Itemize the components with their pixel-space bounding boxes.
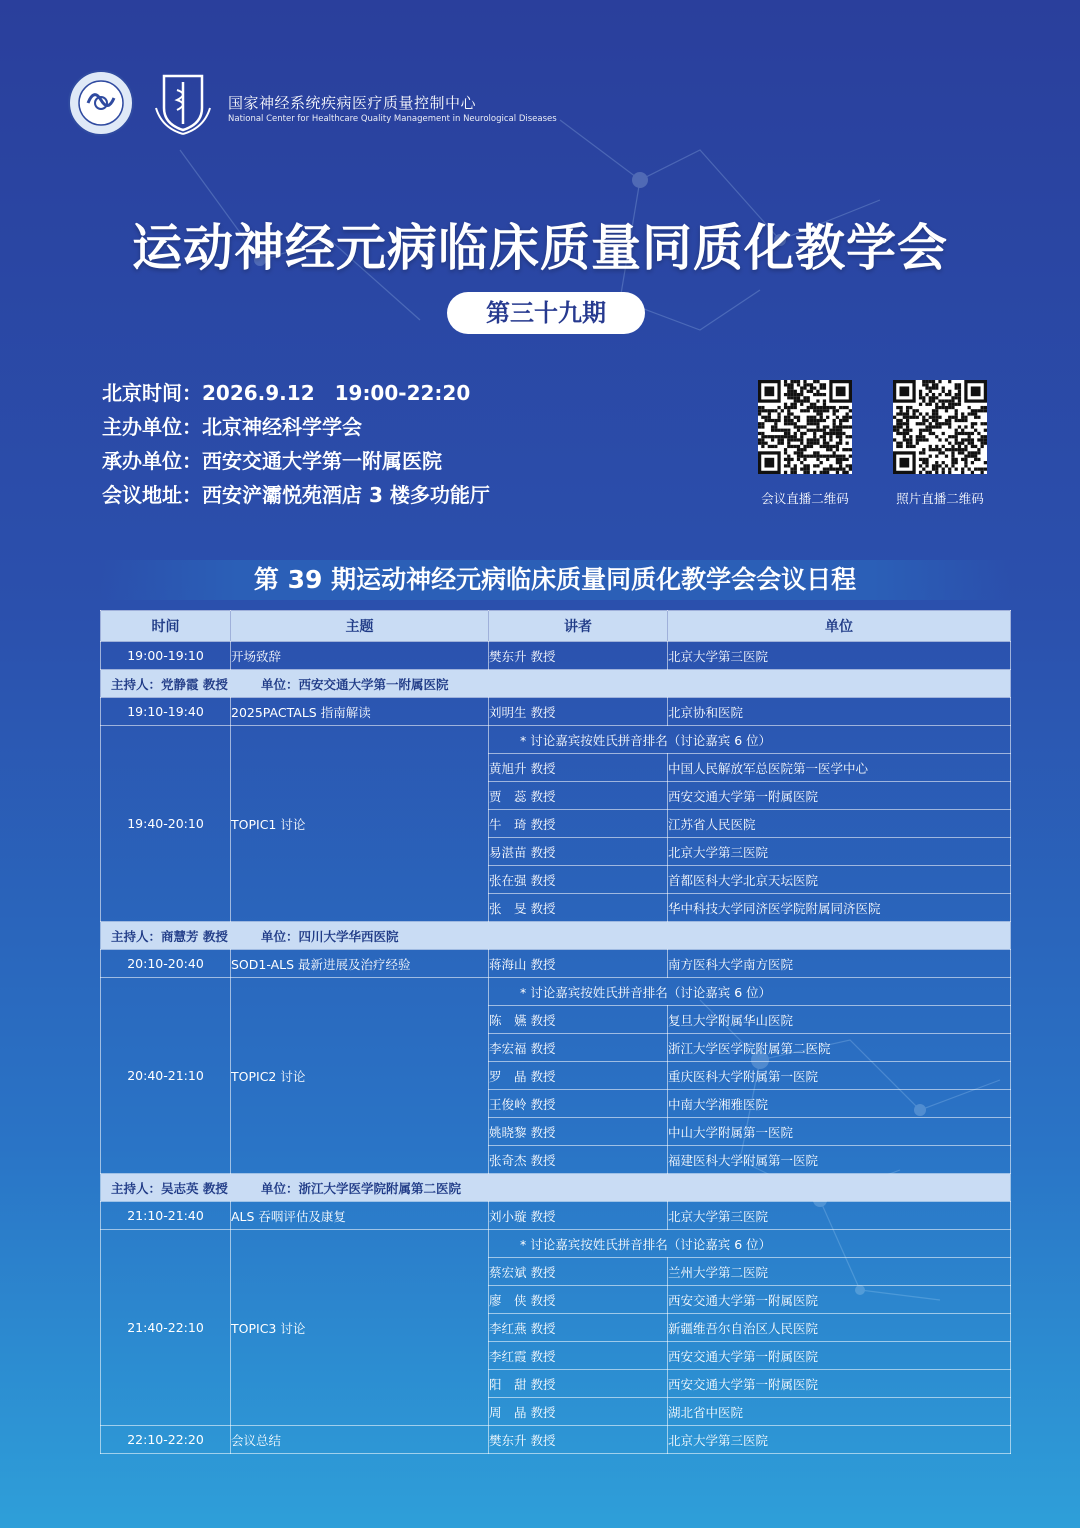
- national-center-logo: [148, 68, 218, 138]
- cell-speaker: 牛 琦 教授: [489, 810, 668, 838]
- table-row: [101, 950, 1011, 978]
- cell-unit: 复旦大学附属华山医院: [668, 1006, 1011, 1034]
- cell-unit: 西安交通大学第一附属医院: [668, 1342, 1011, 1370]
- table-row: [101, 726, 1011, 754]
- cell-time: 21:10-21:40: [101, 1202, 231, 1230]
- host-cell: [101, 670, 1011, 698]
- table-row: [101, 1230, 1011, 1258]
- table-header-row: [101, 611, 1011, 642]
- qr-caption-photo: 照片直播二维码: [896, 491, 984, 506]
- info-row-host: [102, 410, 490, 444]
- cell-unit: 福建医科大学附属第一医院: [668, 1146, 1011, 1174]
- host-name: 主持人：党静霞 教授: [111, 676, 228, 692]
- cell-speaker: 贾 蕊 教授: [489, 782, 668, 810]
- cell-unit: 浙江大学医学院附属第二医院: [668, 1034, 1011, 1062]
- cell-speaker: 易湛苗 教授: [489, 838, 668, 866]
- event-info: [102, 376, 490, 512]
- cell-unit: 北京协和医院: [668, 698, 1011, 726]
- cell-speaker: 姚晓黎 教授: [489, 1118, 668, 1146]
- cell-speaker: 罗 晶 教授: [489, 1062, 668, 1090]
- cell-speaker: 刘小璇 教授: [489, 1202, 668, 1230]
- cell-note: * 讨论嘉宾按姓氏拼音排名（讨论嘉宾 6 位）: [489, 1230, 1011, 1258]
- cell-speaker: 樊东升 教授: [489, 642, 668, 670]
- cell-topic: TOPIC1 讨论: [231, 726, 489, 922]
- cell-time: 19:10-19:40: [101, 698, 231, 726]
- info-row-organizer: [102, 444, 490, 478]
- cell-topic: TOPIC3 讨论: [231, 1230, 489, 1426]
- cell-speaker: 陈 嬿 教授: [489, 1006, 668, 1034]
- cell-speaker: 李红霞 教授: [489, 1342, 668, 1370]
- host-name: 主持人：吴志英 教授: [111, 1180, 228, 1196]
- info-label: 北京时间：: [102, 381, 202, 405]
- cell-time: 22:10-22:20: [101, 1426, 231, 1454]
- cell-speaker: 张 旻 教授: [489, 894, 668, 922]
- table-row: [101, 1202, 1011, 1230]
- host-name: 主持人：商慧芳 教授: [111, 928, 228, 944]
- host-unit: 单位：浙江大学医学院附属第二医院: [261, 1180, 462, 1196]
- host-row: [101, 922, 1011, 950]
- cell-unit: 南方医科大学南方医院: [668, 950, 1011, 978]
- cell-time: 20:40-21:10: [101, 978, 231, 1174]
- org-name-en: National Center for Healthcare Quality Management in Neurological Diseases: [228, 114, 557, 124]
- info-value: 2026.9.12 19:00-22:20: [202, 381, 471, 405]
- cell-topic: 会议总结: [231, 1426, 489, 1454]
- cell-speaker: 王俊岭 教授: [489, 1090, 668, 1118]
- col-header-topic: 主题: [231, 611, 489, 642]
- cell-topic: SOD1-ALS 最新进展及治疗经验: [231, 950, 489, 978]
- issue-badge: 第三十九期: [447, 292, 645, 334]
- cell-unit: 中南大学湘雅医院: [668, 1090, 1011, 1118]
- cell-unit: 北京大学第三医院: [668, 838, 1011, 866]
- cell-unit: 江苏省人民医院: [668, 810, 1011, 838]
- photo-live-qr-code[interactable]: [893, 380, 987, 474]
- info-value: 西安交通大学第一附属医院: [202, 449, 442, 473]
- info-row-venue: [102, 478, 490, 512]
- cell-unit: 北京大学第三医院: [668, 1426, 1011, 1454]
- cell-note: * 讨论嘉宾按姓氏拼音排名（讨论嘉宾 6 位）: [489, 978, 1011, 1006]
- cell-unit: 西安交通大学第一附属医院: [668, 1286, 1011, 1314]
- cell-topic: 2025PACTALS 指南解读: [231, 698, 489, 726]
- table-row: [101, 642, 1011, 670]
- cell-speaker: 刘明生 教授: [489, 698, 668, 726]
- cell-speaker: 张奇杰 教授: [489, 1146, 668, 1174]
- info-value: 西安浐灞悦苑酒店 3 楼多功能厅: [202, 483, 490, 507]
- cell-speaker: 李宏福 教授: [489, 1034, 668, 1062]
- info-label: 承办单位：: [102, 449, 202, 473]
- livestream-qr-code[interactable]: [758, 380, 852, 474]
- info-value: 北京神经科学学会: [202, 415, 362, 439]
- cell-unit: 兰州大学第二医院: [668, 1258, 1011, 1286]
- cell-unit: 湖北省中医院: [668, 1398, 1011, 1426]
- cell-unit: 首都医科大学北京天坛医院: [668, 866, 1011, 894]
- cell-topic: 开场致辞: [231, 642, 489, 670]
- table-row: [101, 1426, 1011, 1454]
- host-row: [101, 1174, 1011, 1202]
- cell-speaker: 蒋海山 教授: [489, 950, 668, 978]
- info-row-time: [102, 376, 490, 410]
- host-cell: [101, 1174, 1011, 1202]
- col-header-speaker: 讲者: [489, 611, 668, 642]
- col-header-time: 时间: [101, 611, 231, 642]
- cell-speaker: 张在强 教授: [489, 866, 668, 894]
- cell-note: * 讨论嘉宾按姓氏拼音排名（讨论嘉宾 6 位）: [489, 726, 1011, 754]
- cell-unit: 中国人民解放军总医院第一医学中心: [668, 754, 1011, 782]
- schedule-title: 第 39 期运动神经元病临床质量同质化教学会会议日程: [100, 560, 1010, 600]
- cell-unit: 西安交通大学第一附属医院: [668, 782, 1011, 810]
- cell-unit: 北京大学第三医院: [668, 642, 1011, 670]
- cell-time: 19:40-20:10: [101, 726, 231, 922]
- cell-unit: 北京大学第三医院: [668, 1202, 1011, 1230]
- cell-unit: 华中科技大学同济医学院附属同济医院: [668, 894, 1011, 922]
- cell-time: 21:40-22:10: [101, 1230, 231, 1426]
- cell-speaker: 廖 侠 教授: [489, 1286, 668, 1314]
- qr-caption-livestream: 会议直播二维码: [761, 491, 849, 506]
- page-title: 运动神经元病临床质量同质化教学会: [132, 219, 948, 277]
- table-row: [101, 698, 1011, 726]
- cell-speaker: 李红燕 教授: [489, 1314, 668, 1342]
- cell-unit: 新疆维吾尔自治区人民医院: [668, 1314, 1011, 1342]
- host-row: [101, 670, 1011, 698]
- cell-unit: 西安交通大学第一附属医院: [668, 1370, 1011, 1398]
- cell-topic: ALS 吞咽评估及康复: [231, 1202, 489, 1230]
- schedule-table: [100, 610, 1011, 1454]
- cell-unit: 中山大学附属第一医院: [668, 1118, 1011, 1146]
- info-label: 会议地址：: [102, 483, 202, 507]
- cell-speaker: 阳 甜 教授: [489, 1370, 668, 1398]
- org-name-cn: 国家神经系统疾病医疗质量控制中心: [228, 94, 477, 112]
- beijing-society-neuroscience-logo: [68, 70, 134, 136]
- cell-speaker: 蔡宏斌 教授: [489, 1258, 668, 1286]
- cell-speaker: 周 晶 教授: [489, 1398, 668, 1426]
- cell-time: 19:00-19:10: [101, 642, 231, 670]
- table-row: [101, 978, 1011, 1006]
- cell-speaker: 樊东升 教授: [489, 1426, 668, 1454]
- info-label: 主办单位：: [102, 415, 202, 439]
- cell-time: 20:10-20:40: [101, 950, 231, 978]
- col-header-unit: 单位: [668, 611, 1011, 642]
- host-unit: 单位：西安交通大学第一附属医院: [261, 676, 449, 692]
- host-unit: 单位：四川大学华西医院: [261, 928, 399, 944]
- host-cell: [101, 922, 1011, 950]
- cell-speaker: 黄旭升 教授: [489, 754, 668, 782]
- cell-unit: 重庆医科大学附属第一医院: [668, 1062, 1011, 1090]
- cell-topic: TOPIC2 讨论: [231, 978, 489, 1174]
